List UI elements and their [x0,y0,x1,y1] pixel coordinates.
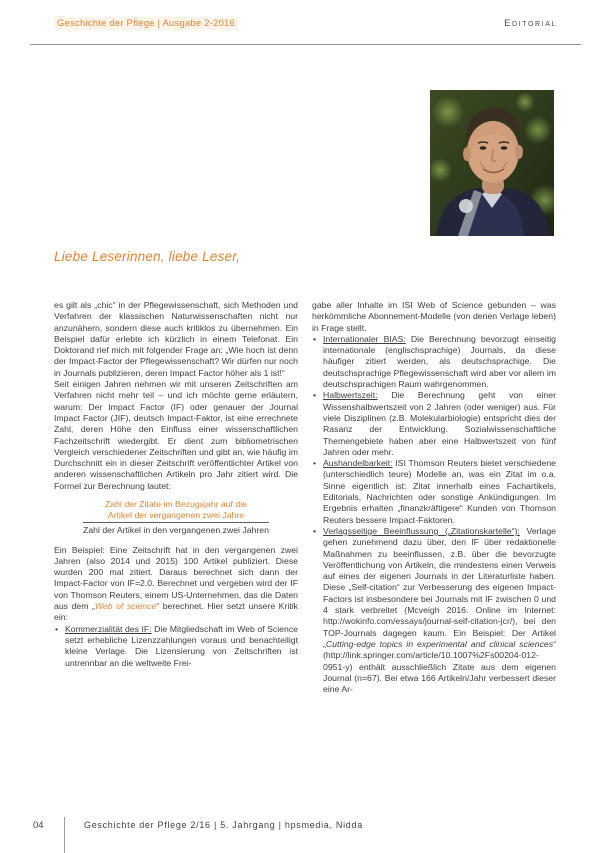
greeting: Liebe Leserinnen, liebe Leser, [54,249,241,264]
list-item: • Internationaler BIAS: Die Berechnung bevorzugt einseitig internationale (englischsprachige) Journals, da diese häufiger zitiert werden, als deutschsprachige. Die deutschsprachige Pflegewissenschaft wird aber vor allem im deutschsprachigen Raum wahrgenommen. [313,333,556,390]
impact-factor-formula [83,499,269,536]
portrait-photo [430,90,554,236]
bullet-icon: • [313,525,317,536]
bullet-icon: • [55,623,59,634]
formula-denominator: Zahl der Artikel in den vergangenen zwei Jahren [83,525,269,536]
list-item: • Aushandelbarkeit: ISI Thomson Reuters bietet verschiedene (unterschiedlich teure) Modelle an, was ein Zitat im o.a. Sinne eigentlich ist: Zitat innerhalb eines Fachartikels, Editorials, Nachrichten oder sonstige Ankündigungen. Im Ergebnis erhalten „finanzkräftigere“ Kunden von Thomson Reuters bessere Impact-Faktoren. [313,458,556,525]
paragraph: gabe aller Inhalte im ISI Web of Science gebunden – was herkömmliche Abonnement-Modelle (von denen Verlage leben) in Frage stellt. [312,300,556,333]
paragraph: es gilt als „chic“ in der Pflegewissenschaft, sich Methoden und Verfahren der klassischen Naturwissenschaften nicht nur anzunähern, sondern diese auch kritiklos zu übernehmen. Ein Beispiel dafür erlebte ich kürzlich in einem Telefonat. Ein Doktorand rief mich mit folgender Frage an: „Wie hoch ist denn der Impact-Factor der Pflegewissenschaft? Wir dürfen nur noch in Journals publizieren, deren Impact Factor höher als 1 ist!“ [54,300,298,378]
journal-title: Geschichte der Pflege | Ausgabe 2-2016 [54,17,238,30]
bullet-lead: Verlagsseitige Beeinflussung („Zitationskartelle“): [323,525,520,536]
list-item: • Kommerzialität des IF: Die Mitgliedschaft im Web of Science setzt erhebliche Lizenzzahlungen voraus und benachteiligt kleine Verlage. Die Lizensierung von Zeitschriften ist untrennbar an die weltweite Frei- [55,623,299,668]
section-label: Editorial [504,18,557,29]
header-divider [30,44,581,45]
portrait-photo-graphic [430,90,554,236]
bullet-icon: • [313,333,317,344]
bullet-lead: Halbwertszeit: [323,390,378,401]
page-header [54,17,557,30]
left-column [54,300,298,695]
formula-numerator: Zahl der Zitate im Bezugsjahr auf die Artikel der vergangenen zwei Jahre [83,499,269,523]
bullet-icon: • [313,390,317,401]
footer-imprint: Geschichte der Pflege 2/16 | 5. Jahrgang | hpsmedia, Nidda [84,820,363,830]
article-title-citation: Cutting-edge topics in experimental and clinical sciences [325,638,554,649]
page-number: 04 [33,820,44,831]
bullet-icon: • [313,458,317,469]
list-item: • Halbwertszeit: Die Berechnung geht von einer Wissenshalbwertszeit von 2 Jahren (oder weniger) aus. Für viele Disziplinen (z.B. Molekularbiologie) entspricht dies der Rasanz der Entwicklung. Sozialwissenschaftliche Themengebiete haben aber eine Halbwertszeit von fünf Jahren oder mehr. [313,390,556,457]
footer-divider [64,817,65,853]
bullet-lead: Kommerzialität des IF: [65,623,152,634]
bullet-lead: Aushandelbarkeit: [323,458,393,469]
paragraph: Seit einigen Jahren nehmen wir mit unseren Zeitschriften am Verfahren nicht mehr teil – und ich möchte gerne erläutern, warum: Der Impact Factor (IF) oder genauer der Journal Impact Factor (JIF), deutsch Impact-Faktor, ist eine errechnete Zahl, deren Höhe den Einfluss einer wissenschaftlichen Fachzeitschrift wiedergibt. Er dient zum bibliometrischen Vergleich verschiedener Zeitschriften und gibt an, wie häufig im Durchschnitt ein in dieser Zeitschrift veröffentlichter Artikel von anderen wissenschaftlichen Artikeln pro Jahr zitiert wird. Die Formel zur Berechnung lautet: [54,379,298,491]
web-of-science-link[interactable]: Web of science [94,601,157,612]
paragraph: Ein Beispiel: Eine Zeitschrift hat in den vergangenen zwei Jahren (also 2014 und 2015) 100 Artikel publiziert. Diese wurden 200 mal zitiert. Daraus berechnet sich dann der Impact-Factor von IF=2.0. Berechnet und vergeben wird der IF von Thomson Reuters, einem US-Unternehmen, das die Daten aus dem „Web of science“ berechnet. Hier setzt unsere Kritik ein: [54,544,298,623]
bullet-lead: Internationaler BIAS: [323,333,406,344]
list-item: • Verlagsseitige Beeinflussung („Zitationskartelle“): Verlage gehen zunehmend dazu über, den IF über redaktionelle Maßnahmen zu beeinflussen, z.B. über die bevorzugte Veröffentlichung von Artikeln, die mindestens einen Verweis auf eines der eigenen Journals in der Literaturliste haben. Diese „Self-citation“ zur Verbesserung des eigenen Impact-Factors ist insbesondere bei Journals mit IF zwischen 0 und 4 stark verbreitet (Mcveigh 2016. Online im Internet: http://wokinfo.com/essays/journal-self-citation-jcr/), bei den TOP-Journals dagegen kaum. Ein Beispiel: Der Artikel „Cutting-edge topics in experimental and clinical sciences“ (http://link.springer.com/article/10.1007%2Fs00204-012-0951-y) enthält ausschließlich Zitate aus dem eigenen Journal (n=67). Bei etwa 166 Artikeln/Jahr verbessert dieser eine Ar- [313,525,556,695]
right-column [312,300,556,695]
article-body [54,300,557,695]
